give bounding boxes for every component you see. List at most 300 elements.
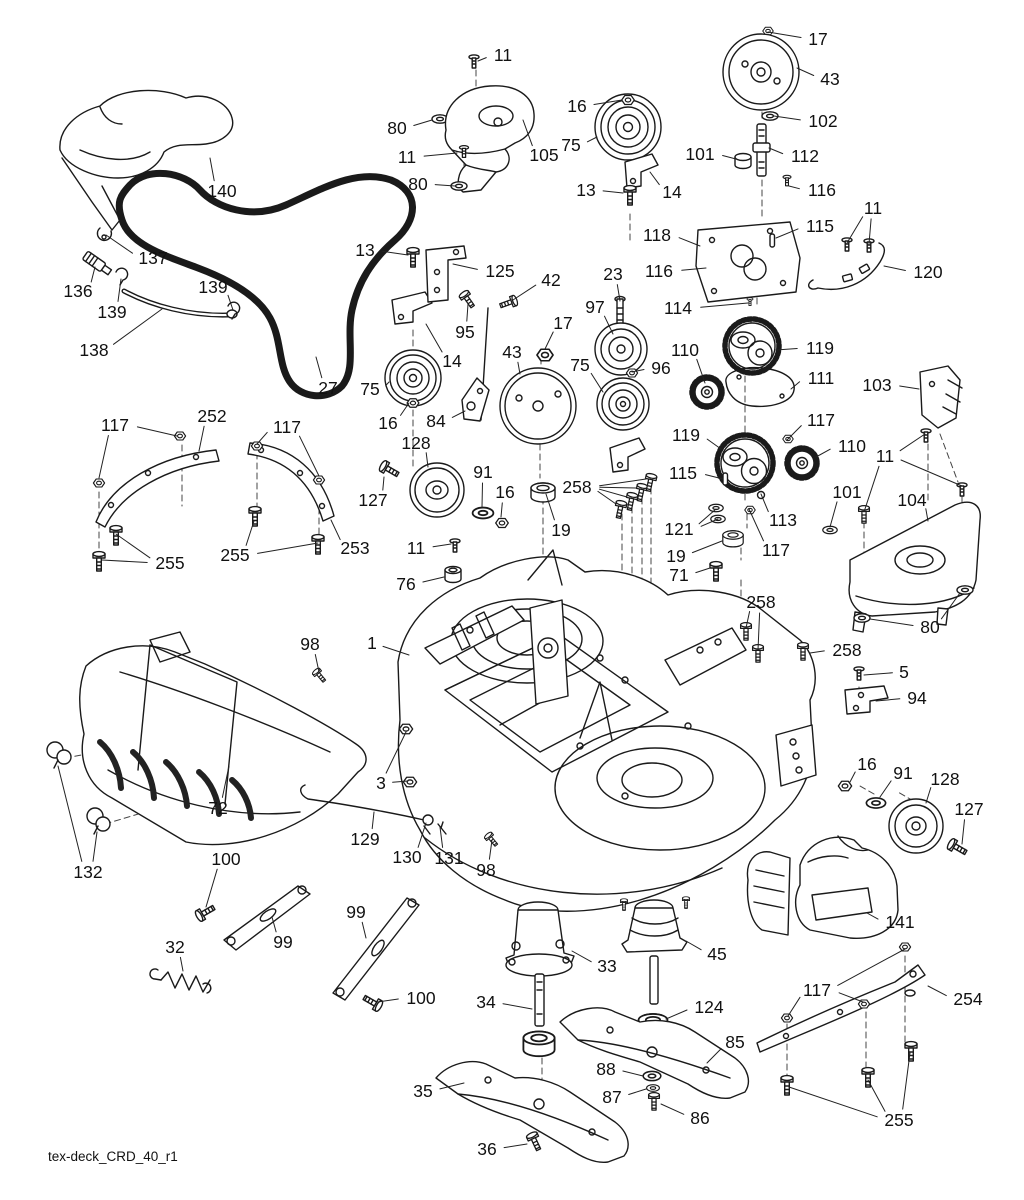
callout-34: 34	[476, 992, 496, 1012]
leader-line	[838, 949, 905, 985]
nut-16	[838, 781, 851, 791]
bolt-255	[781, 1076, 793, 1095]
callout-141: 141	[885, 912, 915, 932]
arm-99-left	[224, 886, 310, 950]
wear-strip-252	[96, 450, 219, 527]
bolt-255	[312, 535, 324, 554]
bolt-258	[613, 500, 627, 519]
deck-pulley-43	[500, 368, 576, 444]
callout-96: 96	[651, 358, 671, 378]
washer-87	[647, 1085, 660, 1092]
callout-137: 137	[138, 248, 168, 268]
callout-80: 80	[387, 118, 407, 138]
drive-belt-27	[119, 173, 412, 395]
mandrel-housing-45	[620, 897, 689, 1004]
knob-132-upper	[47, 742, 71, 768]
leader-line	[600, 487, 637, 488]
callout-115: 115	[669, 463, 697, 483]
fitting-136	[82, 251, 112, 276]
callout-105: 105	[529, 145, 559, 165]
leader-line	[629, 1089, 646, 1095]
diagram-shape	[650, 956, 658, 1004]
diagram-shape	[60, 90, 233, 178]
diagram-shape	[54, 760, 58, 768]
callout-98: 98	[300, 634, 320, 654]
callout-80: 80	[408, 174, 428, 194]
leader-line	[206, 869, 217, 907]
callout-19: 19	[666, 546, 686, 566]
leader-line	[928, 986, 946, 996]
leader-line	[591, 373, 603, 392]
leader-line	[180, 957, 183, 971]
leader-line	[99, 436, 108, 479]
leader-line	[501, 503, 502, 517]
callout-258: 258	[746, 592, 776, 612]
bolt-255	[110, 526, 122, 545]
diagram-shape	[757, 965, 925, 1052]
diagram-shape	[161, 972, 210, 992]
callout-131: 131	[434, 848, 464, 868]
callout-87: 87	[602, 1087, 622, 1107]
callout-118: 118	[643, 225, 671, 245]
pin-115	[723, 473, 728, 485]
callout-36: 36	[477, 1139, 497, 1159]
leader-line	[545, 332, 553, 349]
bolt-13	[624, 186, 636, 205]
callout-112: 112	[791, 146, 819, 166]
leader-line	[362, 922, 366, 938]
callout-116: 116	[808, 180, 836, 200]
callout-16: 16	[378, 413, 398, 433]
leader-line	[962, 820, 965, 844]
callout-117: 117	[101, 415, 129, 435]
callout-97: 97	[585, 297, 605, 317]
callout-136: 136	[63, 281, 93, 301]
callout-127: 127	[358, 490, 388, 510]
callout-128: 128	[930, 769, 960, 789]
callout-117: 117	[273, 417, 301, 437]
callout-43: 43	[502, 342, 522, 362]
callout-88: 88	[596, 1059, 616, 1079]
bolt-127	[946, 838, 969, 858]
washer-80	[957, 586, 973, 594]
shaft-112	[753, 124, 770, 176]
leader-line	[884, 266, 905, 271]
leader-line	[587, 137, 597, 142]
callout-258: 258	[562, 477, 592, 497]
bolt-255	[249, 507, 261, 526]
leader-line	[864, 673, 892, 675]
leader-line	[900, 434, 925, 451]
leader-line	[870, 619, 913, 626]
callout-124: 124	[694, 997, 724, 1017]
callout-139: 139	[97, 302, 127, 322]
washer-80	[854, 614, 870, 622]
diagram-shape	[57, 750, 71, 764]
leader-line	[210, 158, 214, 181]
callout-14: 14	[442, 351, 462, 371]
diagram-shape	[506, 954, 572, 976]
callout-84: 84	[426, 411, 446, 431]
leader-line	[701, 303, 748, 307]
callout-72: 72	[208, 798, 228, 818]
leader-line	[137, 427, 177, 436]
diagram-shape	[595, 323, 647, 375]
diagram-shape	[796, 837, 898, 938]
diagram-shape	[790, 451, 814, 475]
callout-19: 19	[551, 520, 571, 540]
callout-86: 86	[690, 1108, 710, 1128]
diagram-shape	[410, 463, 464, 517]
spacer-76	[445, 567, 461, 583]
callout-45: 45	[707, 944, 727, 964]
leader-line	[467, 304, 468, 321]
diagram-shape	[747, 852, 790, 935]
callout-101: 101	[685, 144, 715, 164]
diagram-shape	[842, 274, 852, 282]
diagram-shape	[682, 897, 689, 909]
diagram-shape	[776, 725, 816, 786]
callout-120: 120	[913, 262, 943, 282]
callout-16: 16	[567, 96, 587, 116]
leader-line	[258, 543, 318, 553]
callout-255: 255	[220, 545, 250, 565]
leader-line	[791, 382, 800, 389]
nut-17	[537, 349, 553, 361]
leader-line	[769, 148, 783, 154]
leader-line	[372, 812, 374, 829]
bearing-19	[531, 483, 555, 502]
screw-11	[450, 539, 460, 552]
idler-pulley-75-left	[385, 350, 441, 406]
callout-119: 119	[806, 338, 834, 358]
pinion-gear-110-left	[692, 377, 722, 407]
leader-line	[696, 568, 710, 573]
nut-3	[403, 777, 416, 787]
callout-110: 110	[671, 340, 699, 360]
diagram-shape	[695, 380, 719, 404]
leader-line	[650, 172, 659, 185]
callout-101: 101	[832, 482, 862, 502]
leader-line	[789, 1087, 877, 1117]
spring-32	[150, 969, 211, 993]
leader-line	[850, 772, 855, 782]
baffle-bracket-103	[920, 366, 962, 428]
callout-117: 117	[762, 540, 790, 560]
callout-16: 16	[495, 482, 515, 502]
leader-line	[623, 1071, 643, 1076]
washer-121	[709, 504, 723, 512]
diagram-shape	[392, 292, 432, 324]
diagram-shape	[423, 815, 433, 825]
diagram-artwork	[47, 27, 984, 1164]
screw-11	[469, 55, 479, 68]
callout-130: 130	[392, 847, 422, 867]
callout-117: 117	[807, 410, 835, 430]
leader-line	[749, 509, 764, 541]
cap-nut-101-top	[735, 154, 751, 169]
gauge-wheel-128-left	[410, 463, 464, 517]
callout-114: 114	[664, 298, 692, 318]
diagram-shape	[462, 378, 489, 421]
knob-132-lower	[87, 808, 110, 834]
callout-98: 98	[476, 860, 496, 880]
callout-27: 27	[318, 378, 338, 398]
callout-80: 80	[920, 617, 940, 637]
clip-137	[97, 228, 111, 240]
pin-114	[747, 298, 753, 306]
callout-75: 75	[570, 355, 590, 375]
callout-252: 252	[197, 406, 227, 426]
leader-line	[423, 577, 444, 582]
leader-line	[816, 449, 830, 457]
leader-line	[118, 279, 121, 301]
diagram-shape	[737, 375, 741, 379]
callout-32: 32	[165, 937, 185, 957]
bracket-14-right	[610, 438, 645, 472]
callout-13: 13	[576, 180, 596, 200]
leader-line	[868, 1080, 885, 1111]
blower-housing-105	[445, 86, 534, 192]
leader-line	[830, 502, 837, 527]
callout-95: 95	[455, 322, 475, 342]
diagram-shape	[780, 394, 784, 398]
bolt-11	[859, 506, 870, 523]
leader-line	[880, 781, 891, 797]
callout-17: 17	[808, 29, 828, 49]
nut-16	[622, 96, 635, 105]
callout-43: 43	[820, 69, 840, 89]
leader-line	[331, 520, 340, 540]
callout-33: 33	[597, 956, 617, 976]
callout-115: 115	[806, 216, 834, 236]
callout-23: 23	[603, 264, 623, 284]
diagram-shape	[787, 956, 905, 1078]
wear-strip-254	[757, 965, 925, 1052]
callout-138: 138	[79, 340, 109, 360]
screw-11	[842, 238, 852, 251]
callout-110: 110	[838, 436, 866, 456]
callout-258: 258	[832, 640, 862, 660]
leader-line	[686, 941, 701, 950]
leader-line	[316, 357, 322, 378]
bolt-13	[407, 248, 419, 267]
leader-line	[926, 788, 931, 803]
washer-88	[643, 1071, 661, 1080]
callout-11: 11	[406, 538, 426, 558]
pin-115	[770, 234, 775, 247]
leader-line	[482, 483, 483, 507]
bolt-71	[710, 562, 722, 581]
callout-91: 91	[893, 763, 913, 783]
callout-14: 14	[662, 182, 682, 202]
bearing-34	[523, 1032, 554, 1057]
diagram-shape	[735, 154, 751, 161]
leader-line	[199, 426, 204, 451]
callout-103: 103	[862, 375, 892, 395]
flat-idler-97	[595, 323, 647, 375]
leader-line	[246, 521, 254, 545]
leader-line	[901, 460, 962, 486]
callout-111: 111	[807, 368, 835, 388]
leader-line	[257, 432, 267, 444]
bolt-127	[378, 460, 401, 480]
callout-11: 11	[863, 198, 883, 218]
engine-pulley-43-top	[723, 34, 799, 110]
leader-line	[426, 324, 442, 352]
leader-line	[847, 217, 863, 243]
leader-line	[504, 1144, 527, 1148]
callout-139: 139	[198, 277, 228, 297]
diagram-shape	[445, 86, 534, 192]
callout-99: 99	[273, 932, 293, 952]
callout-99: 99	[346, 902, 366, 922]
nut-117	[899, 943, 910, 951]
callout-129: 129	[350, 829, 380, 849]
diagram-shape	[426, 246, 466, 302]
clamp-139-upper	[116, 268, 128, 285]
leader-line	[707, 439, 721, 449]
diagram-shape	[597, 378, 649, 430]
leader-line	[433, 544, 451, 547]
callout-71: 71	[669, 565, 689, 585]
discharge-cover-104	[849, 502, 980, 632]
diagram-shape	[224, 886, 310, 950]
mulch-cover-141	[747, 836, 898, 938]
leader-line	[788, 997, 800, 1016]
diagram-shape	[116, 268, 128, 285]
callout-116: 116	[645, 261, 673, 281]
callout-128: 128	[401, 433, 431, 453]
washer-91	[866, 798, 885, 808]
diagram-shape	[102, 235, 106, 239]
bolt-100	[361, 992, 384, 1012]
drawing-id: tex-deck_CRD_40_r1	[48, 1149, 178, 1164]
nut-117	[251, 442, 262, 450]
callout-100: 100	[406, 988, 436, 1008]
leader-line	[93, 832, 97, 861]
belt-cover-140	[60, 90, 233, 230]
bolt-100	[194, 902, 217, 922]
bolt-255	[862, 1068, 874, 1087]
diagram-shape	[385, 350, 441, 406]
leader-line	[106, 235, 133, 253]
leader-line	[661, 1104, 684, 1114]
diagram-shape	[753, 143, 770, 152]
nut-96	[626, 369, 637, 377]
spindle-assembly-33	[506, 902, 574, 1026]
diagram-shape	[610, 438, 645, 472]
callout-17: 17	[553, 313, 573, 333]
leader-line	[572, 951, 591, 962]
callout-119: 119	[672, 425, 700, 445]
leader-line	[414, 120, 432, 126]
callout-85: 85	[725, 1032, 745, 1052]
callout-121: 121	[664, 519, 694, 539]
pin-116	[783, 175, 791, 185]
diagram-shape	[96, 450, 219, 527]
nut-117	[313, 476, 324, 484]
leader-line	[102, 560, 147, 563]
leader-line	[903, 1053, 910, 1109]
diagram-shape	[96, 817, 110, 831]
bolt-86	[649, 1093, 660, 1110]
leader-line	[603, 191, 623, 193]
callout-255: 255	[884, 1110, 914, 1130]
pinion-gear-110-right	[787, 448, 817, 478]
diagram-shape	[889, 799, 943, 853]
leader-line	[116, 534, 150, 558]
callout-255: 255	[155, 553, 185, 573]
bolt-255	[905, 1042, 917, 1061]
diagram-shape	[920, 366, 960, 428]
callout-42: 42	[541, 270, 561, 290]
diagram-shape	[150, 969, 161, 980]
nut-117	[781, 1014, 792, 1022]
leader-line	[383, 477, 384, 490]
clutch-pulley-75-right	[597, 378, 649, 430]
bolt-36	[526, 1131, 544, 1153]
callout-35: 35	[413, 1081, 433, 1101]
callout-104: 104	[897, 490, 927, 510]
callout-117: 117	[803, 980, 831, 1000]
callout-140: 140	[207, 181, 237, 201]
callout-254: 254	[953, 989, 983, 1009]
callout-13: 13	[355, 240, 375, 260]
callout-1: 1	[367, 633, 377, 653]
callout-91: 91	[473, 462, 493, 482]
screw-5	[854, 667, 864, 680]
bearing-19	[723, 531, 743, 547]
leader-line	[787, 426, 801, 440]
leader-line	[810, 651, 824, 653]
leader-line	[424, 153, 457, 156]
leader-line	[900, 386, 919, 389]
leader-line	[453, 264, 477, 269]
bracket-125	[426, 246, 466, 302]
washer-91	[473, 508, 494, 519]
bolt-98	[312, 667, 328, 684]
diagram-shape	[723, 34, 799, 110]
bolt-255	[93, 552, 105, 571]
leader-line	[864, 466, 879, 512]
leader-line	[513, 285, 536, 300]
callout-94: 94	[907, 688, 927, 708]
callout-75: 75	[360, 379, 380, 399]
leader-line	[91, 267, 95, 282]
leader-line	[503, 1004, 532, 1009]
callout-11: 11	[397, 147, 417, 167]
leader-line	[518, 362, 520, 374]
leader-line	[58, 766, 82, 861]
callout-100: 100	[211, 849, 241, 869]
callout-11: 11	[875, 446, 895, 466]
callout-11: 11	[493, 45, 513, 65]
diagram-shape	[905, 990, 915, 996]
diagram-shape	[500, 368, 576, 444]
leader-line	[789, 186, 799, 189]
diagram-shape	[859, 264, 870, 274]
callout-76: 76	[396, 574, 416, 594]
leader-line	[692, 541, 722, 553]
gauge-wheel-128-right	[889, 799, 943, 853]
callout-125: 125	[485, 261, 515, 281]
gear-cluster-119-upper	[725, 319, 779, 373]
callout-132: 132	[73, 862, 103, 882]
leader-line	[666, 1010, 687, 1019]
callout-5: 5	[899, 662, 909, 682]
callout-75: 75	[561, 135, 581, 155]
